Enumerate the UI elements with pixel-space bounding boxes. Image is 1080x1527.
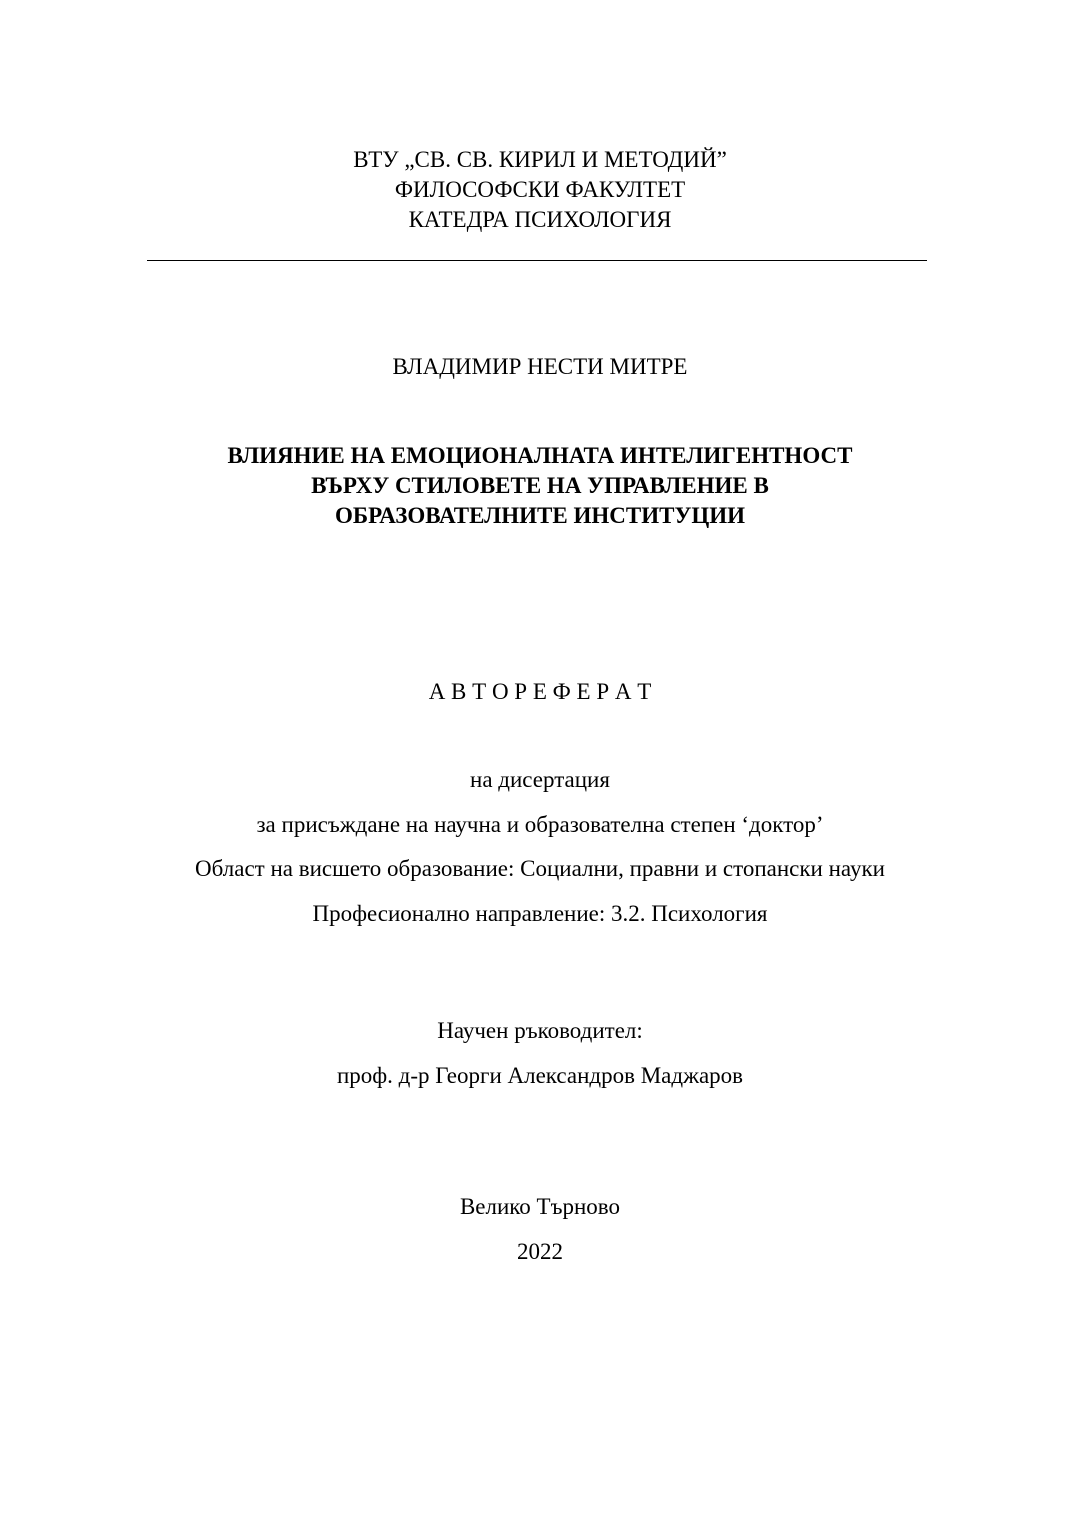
faculty-name: ФИЛОСОФСКИ ФАКУЛТЕТ bbox=[394, 177, 686, 202]
document-type: А В Т О Р Е Ф Е Р А Т bbox=[428, 679, 652, 704]
description-line-2: за присъждане на научна и образователна степен ‘доктор’ bbox=[256, 812, 824, 837]
description-line-3: Област на висшето образование: Социални, правни и стопански науки bbox=[195, 856, 885, 881]
city: Велико Търново bbox=[459, 1194, 621, 1219]
thesis-title-line-1: ВЛИЯНИЕ НА ЕМОЦИОНАЛНАТА ИНТЕЛИГЕНТНОСТ bbox=[227, 443, 853, 468]
university-name: ВТУ „СВ. СВ. КИРИЛ И МЕТОДИЙ” bbox=[353, 147, 727, 172]
description-line-4: Професионално направление: 3.2. Психология bbox=[312, 901, 768, 926]
supervisor-name: проф. д-р Георги Александров Маджаров bbox=[336, 1063, 744, 1088]
department-name: КАТЕДРА ПСИХОЛОГИЯ bbox=[408, 207, 672, 232]
supervisor-label: Научен ръководител: bbox=[437, 1018, 643, 1043]
year: 2022 bbox=[517, 1239, 563, 1264]
thesis-title-line-3: ОБРАЗОВАТЕЛНИТЕ ИНСТИТУЦИИ bbox=[335, 503, 745, 528]
header-divider bbox=[147, 260, 927, 261]
author-name: ВЛАДИМИР НЕСТИ МИТРЕ bbox=[392, 354, 688, 379]
thesis-title-line-2: ВЪРХУ СТИЛОВЕТЕ НА УПРАВЛЕНИЕ В bbox=[311, 473, 769, 498]
description-line-1: на дисертация bbox=[470, 767, 610, 792]
